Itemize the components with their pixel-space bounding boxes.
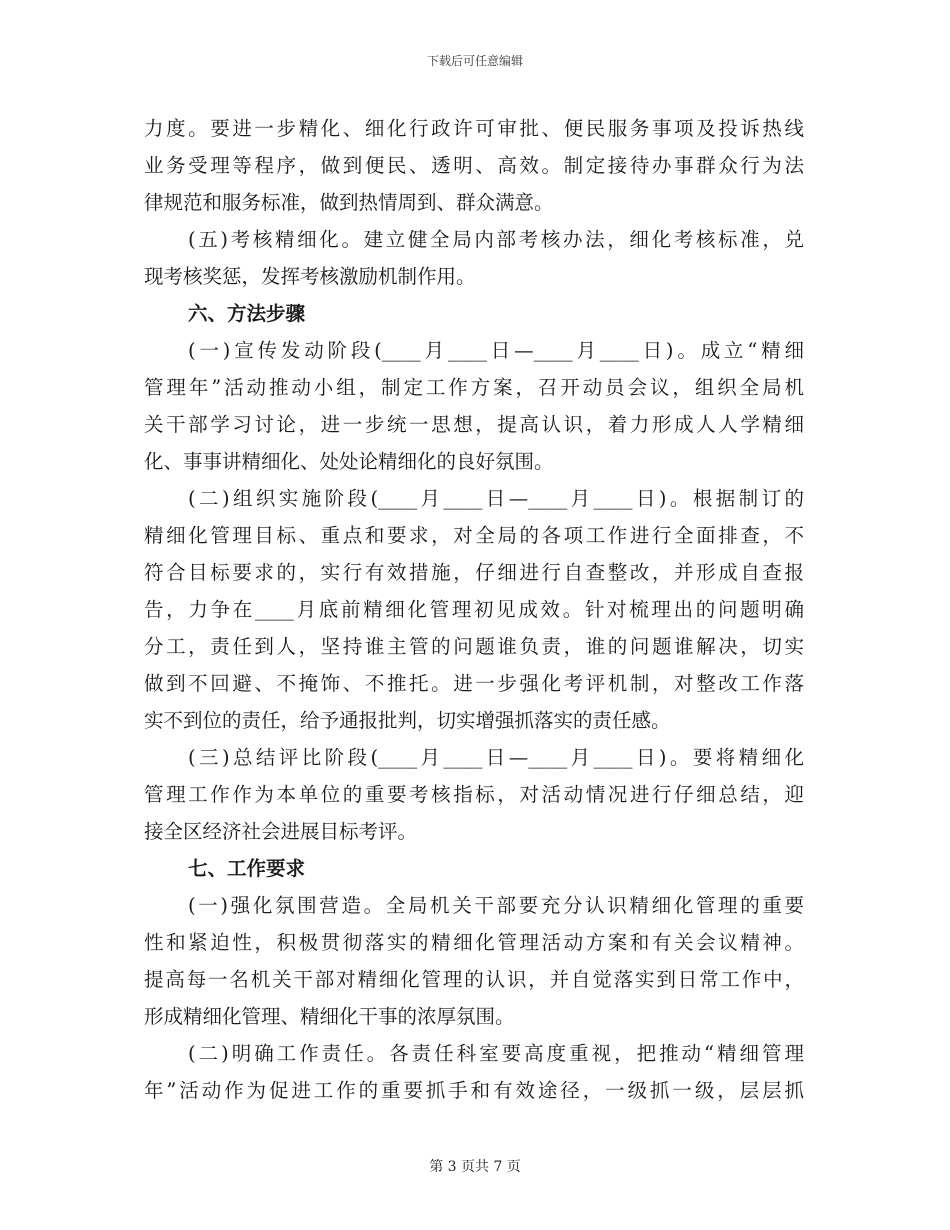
text-line: 管理工作作为本单位的重要考核指标，对活动情况进行仔细总结，迎 <box>144 783 804 806</box>
text-line: (五)考核精细化。建立健全局内部考核办法，细化考核标准，兑 <box>188 228 804 251</box>
section-heading: 七、工作要求 <box>188 857 306 880</box>
page-number: 第 3 页共 7 页 <box>429 1159 521 1175</box>
text-line: 性和紧迫性，积极贯彻落实的精细化管理活动方案和有关会议精神。 <box>144 931 804 954</box>
text-line: 律规范和服务标准，做到热情周到、群众满意。 <box>144 191 554 214</box>
text-line: (二)组织实施阶段(____月____日—____月____日)。根据制订的 <box>188 487 804 510</box>
page-header: 下载后可任意编辑 <box>426 54 523 68</box>
text-line: 形成精细化管理、精细化干事的浓厚氛围。 <box>144 1005 515 1028</box>
text-line: (二)明确工作责任。各责任科室要高度重视，把推动“精细管理 <box>188 1042 804 1065</box>
text-line: 化、事事讲精细化、处处论精细化的良好氛围。 <box>144 450 554 473</box>
text-line: 管理年”活动推动小组，制定工作方案，召开动员会议，组织全局机 <box>144 376 804 399</box>
text-line: 分工，责任到人，坚持谁主管的问题谁负责，谁的问题谁解决，切实 <box>144 635 804 658</box>
text-line: 业务受理等程序，做到便民、透明、高效。制定接待办事群众行为法 <box>144 154 804 177</box>
text-line: 接全区经济社会进展目标考评。 <box>144 820 418 843</box>
document-body <box>144 110 804 1109</box>
text-line: 精细化管理目标、重点和要求，对全局的各项工作进行全面排查，不 <box>144 524 804 547</box>
text-line: 实不到位的责任，给予通报批判，切实增强抓落实的责任感。 <box>144 709 671 732</box>
text-line: 年”活动作为促进工作的重要抓手和有效途径，一级抓一级，层层抓 <box>144 1079 804 1102</box>
text-line: (一)宣传发动阶段(____月____日—____月____日)。成立“精细 <box>188 339 804 362</box>
text-line: (三)总结评比阶段(____月____日—____月____日)。要将精细化 <box>188 746 804 769</box>
section-heading: 六、方法步骤 <box>188 302 306 325</box>
text-line: 做到不回避、不掩饰、不推托。进一步强化考评机制，对整改工作落 <box>144 672 804 695</box>
text-line: 现考核奖惩，发挥考核激励机制作用。 <box>144 265 476 288</box>
text-line: (一)强化氛围营造。全局机关干部要充分认识精细化管理的重要 <box>188 894 804 917</box>
text-line: 告，力争在____月底前精细化管理初见成效。针对梳理出的问题明确 <box>144 598 804 621</box>
text-line: 力度。要进一步精化、细化行政许可审批、便民服务事项及投诉热线 <box>144 117 804 140</box>
text-line: 提高每一名机关干部对精细化管理的认识，并自觉落实到日常工作中， <box>144 968 804 991</box>
text-line: 关干部学习讨论，进一步统一思想，提高认识，着力形成人人学精细 <box>144 413 804 436</box>
text-line: 符合目标要求的，实行有效措施，仔细进行自查整改，并形成自查报 <box>144 561 804 584</box>
